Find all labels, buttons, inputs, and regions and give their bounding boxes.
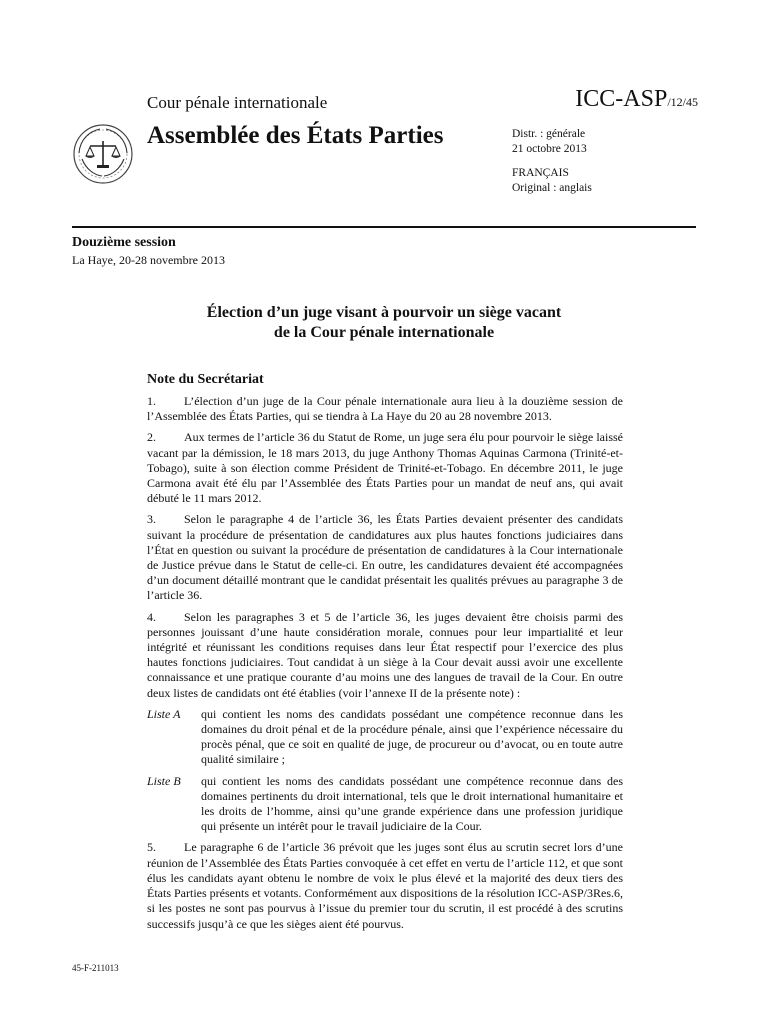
language: FRANÇAIS [512, 167, 569, 179]
list-entry [147, 707, 623, 768]
document-title [147, 303, 621, 343]
list-text: qui contient les noms des candidats possédant une compétence reconnue dans les domaines du droit pénal et de la procédure pénale, ainsi que l’expérience nécessaire du procès pénal, que ce soit en qualité de juge, de procureur ou d’avocat, ou en toute autre qualité similaire ; [201, 706, 623, 767]
paragraph [147, 840, 623, 931]
paragraph-text: Selon les paragraphes 3 et 5 de l’article 36, les juges devaient être choisis parmi des personnes jouissant d’une haute considération morale, connues pour leur impartialité et leur intégrité et réunissant les conditions requises dans leur État respectif pour l’exercice des plus hautes fonctions judiciaires. Tout candidat à un siège à la Cour devait aussi avoir une excellente connaissance et une pratique courante d’au moins une des langues de travail de la Cour. En outre deux listes de candidats ont été établies (voir l’annexe II de la présente note) : [147, 609, 623, 700]
title-line-2: de la Cour pénale internationale [273, 324, 495, 341]
paragraph [147, 394, 623, 424]
symbol-suffix: /12/45 [667, 95, 698, 109]
symbol-main: ICC-ASP [575, 86, 668, 112]
paragraph-text: Aux termes de l’article 36 du Statut de Rome, un juge sera élu pour pourvoir le siège laissé vacant par la démission, le 18 mars 2013, du juge Anthony Thomas Aquinas Carmona (Trinité-et-Tobago), suite à son élection comme Président de Trinité-et-Tobago. En décembre 2011, le juge Carmona avait été élu par l’Assemblée des États Parties pour un mandat de neuf ans, qui avait débuté le 11 mars 2012. [147, 430, 623, 506]
paragraph [147, 430, 623, 506]
icc-emblem-icon [72, 123, 134, 185]
distribution: Distr. : générale [512, 128, 586, 140]
list-label: Liste B [147, 773, 181, 788]
list-entry [147, 774, 623, 835]
footer-reference: 45-F-211013 [72, 963, 119, 973]
paragraph-text: Selon le paragraphe 4 de l’article 36, les États Parties devaient présenter des candidats suivant la procédure de présentation de candidatures aux plus hautes fonctions judiciaires dans l’État en question ou suivant la procédure de présentation de candidatures à la Cour internationale de Justice prévue dans le Statut de celle-ci. En outre, les candidatures devaient été accompagnées d’un document détaillé montrant que le candidat présentait les qualités prévues au paragraphe 3 de l’article 36. [147, 512, 623, 603]
paragraph-number: 2. [147, 430, 156, 445]
paragraph-number: 1. [147, 394, 156, 408]
paragraph-number: 3. [147, 512, 156, 527]
header-divider [72, 226, 696, 228]
document-date: 21 octobre 2013 [512, 143, 587, 155]
paragraph [147, 512, 623, 603]
paragraph-text: Le paragraphe 6 de l’article 36 prévoit que les juges sont élus au scrutin secret lors d’une réunion de l’Assemblée des États Parties convoquée à cet effet en vertu de l’article 112, et que sont élus les candidats ayant obtenu le nombre de voix le plus élevé et la majorité des deux tiers des États Parties présents et votants. Conformément aux dispositions de la résolution ICC-ASP/3Res.6, si les postes ne sont pas pourvus à l’issue du premier tour du scrutin, il est procédé à des scrutins successifs jusqu’à ce que les sièges aient été pourvus. [147, 840, 623, 931]
session-place-date: La Haye, 20-28 novembre 2013 [72, 253, 225, 267]
assembly-title: Assemblée des États Parties [147, 122, 444, 149]
document-body [147, 394, 623, 938]
paragraph-number: 4. [147, 609, 156, 624]
distribution-block [512, 127, 592, 196]
paragraph [147, 610, 623, 701]
list-label: Liste A [147, 706, 181, 721]
court-name: Cour pénale internationale [147, 93, 328, 112]
note-heading: Note du Secrétariat [147, 372, 264, 387]
list-text: qui contient les noms des candidats possédant une compétence reconnue dans des domaines pertinents du droit international, tels que le droit international humanitaire et les droits de l’homme, ainsi qu’une grande expérience dans une profession juridique qui présente un intérêt pour le travail judiciaire de la Cour. [201, 773, 623, 834]
original-language: Original : anglais [512, 182, 592, 194]
session-title: Douzième session [72, 235, 176, 250]
paragraph-text: L’élection d’un juge de la Cour pénale internationale aura lieu à la douzième session de l’Assemblée des États Parties, qui se tiendra à La Haye du 20 au 28 novembre 2013. [147, 394, 623, 424]
document-symbol [575, 86, 698, 113]
title-line-1: Élection d’un juge visant à pourvoir un siège vacant [206, 304, 562, 321]
paragraph-number: 5. [147, 840, 156, 855]
